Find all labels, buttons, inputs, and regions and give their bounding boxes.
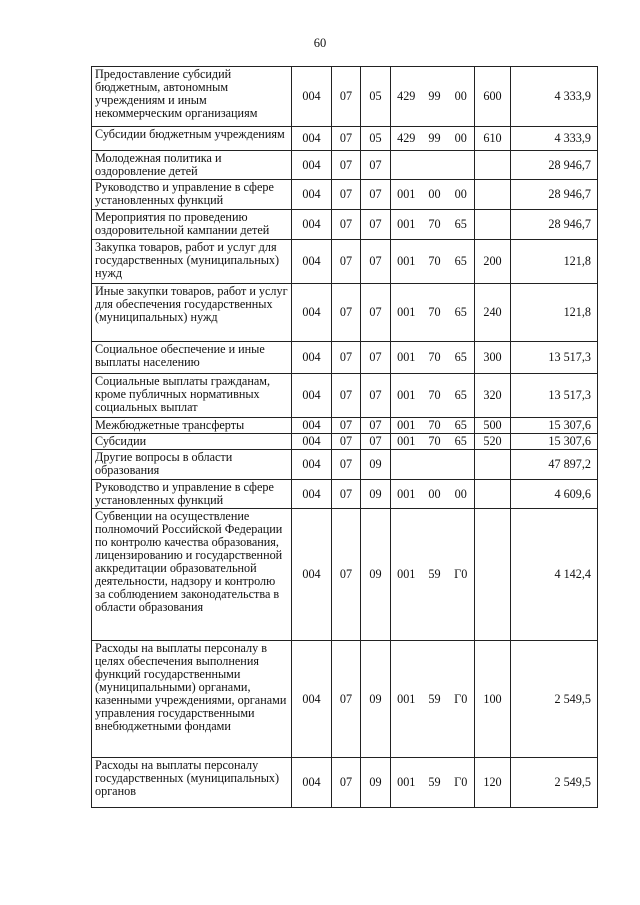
cell-ved: 004 <box>292 210 332 240</box>
cell-pr: 07 <box>361 210 391 240</box>
cell-csr-program: 001 <box>391 758 422 808</box>
table-row <box>92 240 598 284</box>
table-row <box>92 434 598 450</box>
cell-ved: 004 <box>292 374 332 418</box>
cell-vr: 300 <box>475 342 511 374</box>
cell-rz: 07 <box>332 180 361 210</box>
cell-ved: 004 <box>292 509 332 641</box>
cell-sum: 13 517,3 <box>511 374 598 418</box>
table-row <box>92 284 598 342</box>
cell-vr <box>475 210 511 240</box>
cell-rz: 07 <box>332 284 361 342</box>
cell-name: Молодежная политика и оздоровление детей <box>92 151 292 180</box>
cell-csr-direction: 00 <box>448 180 475 210</box>
table-row <box>92 480 598 509</box>
cell-sum: 28 946,7 <box>511 151 598 180</box>
cell-csr-subprogram: 70 <box>422 374 448 418</box>
cell-rz: 07 <box>332 127 361 151</box>
cell-sum: 2 549,5 <box>511 641 598 758</box>
cell-pr: 09 <box>361 450 391 480</box>
cell-csr-direction: 65 <box>448 240 475 284</box>
cell-csr-program: 001 <box>391 641 422 758</box>
cell-vr: 610 <box>475 127 511 151</box>
cell-sum: 121,8 <box>511 284 598 342</box>
cell-csr-program: 429 <box>391 127 422 151</box>
cell-ved: 004 <box>292 418 332 434</box>
cell-name: Другие вопросы в области образования <box>92 450 292 480</box>
cell-ved: 004 <box>292 180 332 210</box>
cell-csr-program: 001 <box>391 180 422 210</box>
cell-csr-direction: 65 <box>448 374 475 418</box>
table-row <box>92 210 598 240</box>
cell-rz: 07 <box>332 342 361 374</box>
cell-vr <box>475 509 511 641</box>
table-body <box>92 67 598 808</box>
cell-name: Предоставление субсидий бюджетным, автономным учреждениям и иным некоммерческим организациям <box>92 67 292 127</box>
cell-csr-subprogram: 70 <box>422 418 448 434</box>
cell-csr-program: 001 <box>391 374 422 418</box>
cell-vr: 240 <box>475 284 511 342</box>
cell-csr-subprogram: 59 <box>422 758 448 808</box>
cell-csr-direction <box>448 151 475 180</box>
cell-pr: 05 <box>361 127 391 151</box>
cell-name: Руководство и управление в сфере установленных функций <box>92 180 292 210</box>
table-row <box>92 509 598 641</box>
cell-ved: 004 <box>292 758 332 808</box>
cell-sum: 47 897,2 <box>511 450 598 480</box>
cell-name: Расходы на выплаты персоналу государственных (муниципальных) органов <box>92 758 292 808</box>
cell-name: Мероприятия по проведению оздоровительной кампании детей <box>92 210 292 240</box>
cell-sum: 4 333,9 <box>511 127 598 151</box>
cell-pr: 07 <box>361 342 391 374</box>
cell-csr-subprogram: 59 <box>422 641 448 758</box>
cell-csr-direction: 00 <box>448 480 475 509</box>
table-row <box>92 374 598 418</box>
cell-ved: 004 <box>292 284 332 342</box>
cell-ved: 004 <box>292 151 332 180</box>
cell-csr-direction: 65 <box>448 210 475 240</box>
table-row <box>92 418 598 434</box>
cell-csr-program: 001 <box>391 434 422 450</box>
cell-name: Социальные выплаты гражданам, кроме публичных нормативных социальных выплат <box>92 374 292 418</box>
cell-vr: 120 <box>475 758 511 808</box>
cell-rz: 07 <box>332 480 361 509</box>
page-number: 60 <box>313 36 327 50</box>
table-row <box>92 180 598 210</box>
table-row <box>92 127 598 151</box>
table-row <box>92 641 598 758</box>
cell-pr: 09 <box>361 509 391 641</box>
cell-rz: 07 <box>332 67 361 127</box>
cell-csr-direction: 00 <box>448 127 475 151</box>
cell-pr: 07 <box>361 418 391 434</box>
cell-vr: 100 <box>475 641 511 758</box>
cell-csr-direction: 65 <box>448 418 475 434</box>
cell-csr-subprogram: 70 <box>422 342 448 374</box>
cell-rz: 07 <box>332 434 361 450</box>
cell-vr <box>475 151 511 180</box>
cell-csr-direction: 65 <box>448 284 475 342</box>
cell-csr-program <box>391 151 422 180</box>
cell-name: Субвенции на осуществление полномочий Российской Федерации по контролю качества образования, лицензированию и государственной аккредитации образовательной деятельности, надзору и контролю за соблюдением законодательства в области образования <box>92 509 292 641</box>
cell-rz: 07 <box>332 641 361 758</box>
cell-pr: 05 <box>361 67 391 127</box>
table-row <box>92 151 598 180</box>
cell-csr-subprogram: 70 <box>422 210 448 240</box>
cell-csr-direction: Г0 <box>448 758 475 808</box>
cell-sum: 4 142,4 <box>511 509 598 641</box>
cell-csr-program: 001 <box>391 284 422 342</box>
cell-ved: 004 <box>292 342 332 374</box>
cell-vr: 200 <box>475 240 511 284</box>
table-row <box>92 450 598 480</box>
cell-ved: 004 <box>292 434 332 450</box>
cell-sum: 4 609,6 <box>511 480 598 509</box>
cell-vr: 500 <box>475 418 511 434</box>
cell-rz: 07 <box>332 418 361 434</box>
cell-rz: 07 <box>332 450 361 480</box>
cell-vr <box>475 480 511 509</box>
cell-csr-program: 001 <box>391 509 422 641</box>
cell-csr-direction: Г0 <box>448 641 475 758</box>
cell-pr: 09 <box>361 758 391 808</box>
cell-ved: 004 <box>292 450 332 480</box>
cell-ved: 004 <box>292 127 332 151</box>
cell-csr-program: 001 <box>391 342 422 374</box>
cell-vr: 520 <box>475 434 511 450</box>
cell-vr: 600 <box>475 67 511 127</box>
cell-pr: 07 <box>361 180 391 210</box>
cell-sum: 4 333,9 <box>511 67 598 127</box>
cell-rz: 07 <box>332 758 361 808</box>
cell-name: Субсидии <box>92 434 292 450</box>
cell-sum: 121,8 <box>511 240 598 284</box>
cell-ved: 004 <box>292 480 332 509</box>
cell-rz: 07 <box>332 509 361 641</box>
cell-csr-program: 429 <box>391 67 422 127</box>
table-row <box>92 67 598 127</box>
cell-csr-subprogram: 70 <box>422 434 448 450</box>
cell-csr-direction: 65 <box>448 342 475 374</box>
cell-csr-program: 001 <box>391 480 422 509</box>
cell-csr-subprogram: 99 <box>422 67 448 127</box>
cell-csr-subprogram: 00 <box>422 480 448 509</box>
cell-pr: 07 <box>361 374 391 418</box>
cell-csr-program: 001 <box>391 210 422 240</box>
cell-csr-direction <box>448 450 475 480</box>
cell-sum: 2 549,5 <box>511 758 598 808</box>
cell-ved: 004 <box>292 67 332 127</box>
cell-pr: 07 <box>361 434 391 450</box>
cell-csr-program <box>391 450 422 480</box>
cell-csr-subprogram: 00 <box>422 180 448 210</box>
cell-vr: 320 <box>475 374 511 418</box>
cell-csr-subprogram: 70 <box>422 240 448 284</box>
cell-csr-subprogram <box>422 450 448 480</box>
cell-csr-direction: 00 <box>448 67 475 127</box>
cell-csr-program: 001 <box>391 240 422 284</box>
cell-sum: 28 946,7 <box>511 210 598 240</box>
cell-name: Иные закупки товаров, работ и услуг для обеспечения государственных (муниципальных) нужд <box>92 284 292 342</box>
cell-pr: 07 <box>361 240 391 284</box>
budget-table <box>91 66 598 808</box>
cell-ved: 004 <box>292 641 332 758</box>
cell-rz: 07 <box>332 151 361 180</box>
cell-name: Расходы на выплаты персоналу в целях обеспечения выполнения функций государственными (муниципальными) органами, казенными учреждениями, органами управления государственными внебюджетными фондами <box>92 641 292 758</box>
cell-rz: 07 <box>332 240 361 284</box>
table-row <box>92 342 598 374</box>
cell-vr <box>475 450 511 480</box>
cell-csr-program: 001 <box>391 418 422 434</box>
cell-name: Межбюджетные трансферты <box>92 418 292 434</box>
cell-ved: 004 <box>292 240 332 284</box>
cell-sum: 28 946,7 <box>511 180 598 210</box>
cell-csr-subprogram: 59 <box>422 509 448 641</box>
cell-sum: 15 307,6 <box>511 434 598 450</box>
cell-pr: 07 <box>361 151 391 180</box>
cell-pr: 07 <box>361 284 391 342</box>
cell-vr <box>475 180 511 210</box>
cell-sum: 13 517,3 <box>511 342 598 374</box>
cell-pr: 09 <box>361 480 391 509</box>
cell-rz: 07 <box>332 210 361 240</box>
cell-rz: 07 <box>332 374 361 418</box>
cell-name: Субсидии бюджетным учреждениям <box>92 127 292 151</box>
cell-csr-subprogram <box>422 151 448 180</box>
cell-csr-direction: 65 <box>448 434 475 450</box>
cell-csr-subprogram: 99 <box>422 127 448 151</box>
cell-csr-subprogram: 70 <box>422 284 448 342</box>
cell-name: Закупка товаров, работ и услуг для государственных (муниципальных) нужд <box>92 240 292 284</box>
cell-sum: 15 307,6 <box>511 418 598 434</box>
table-row <box>92 758 598 808</box>
cell-name: Руководство и управление в сфере установленных функций <box>92 480 292 509</box>
cell-csr-direction: Г0 <box>448 509 475 641</box>
cell-name: Социальное обеспечение и иные выплаты населению <box>92 342 292 374</box>
cell-pr: 09 <box>361 641 391 758</box>
